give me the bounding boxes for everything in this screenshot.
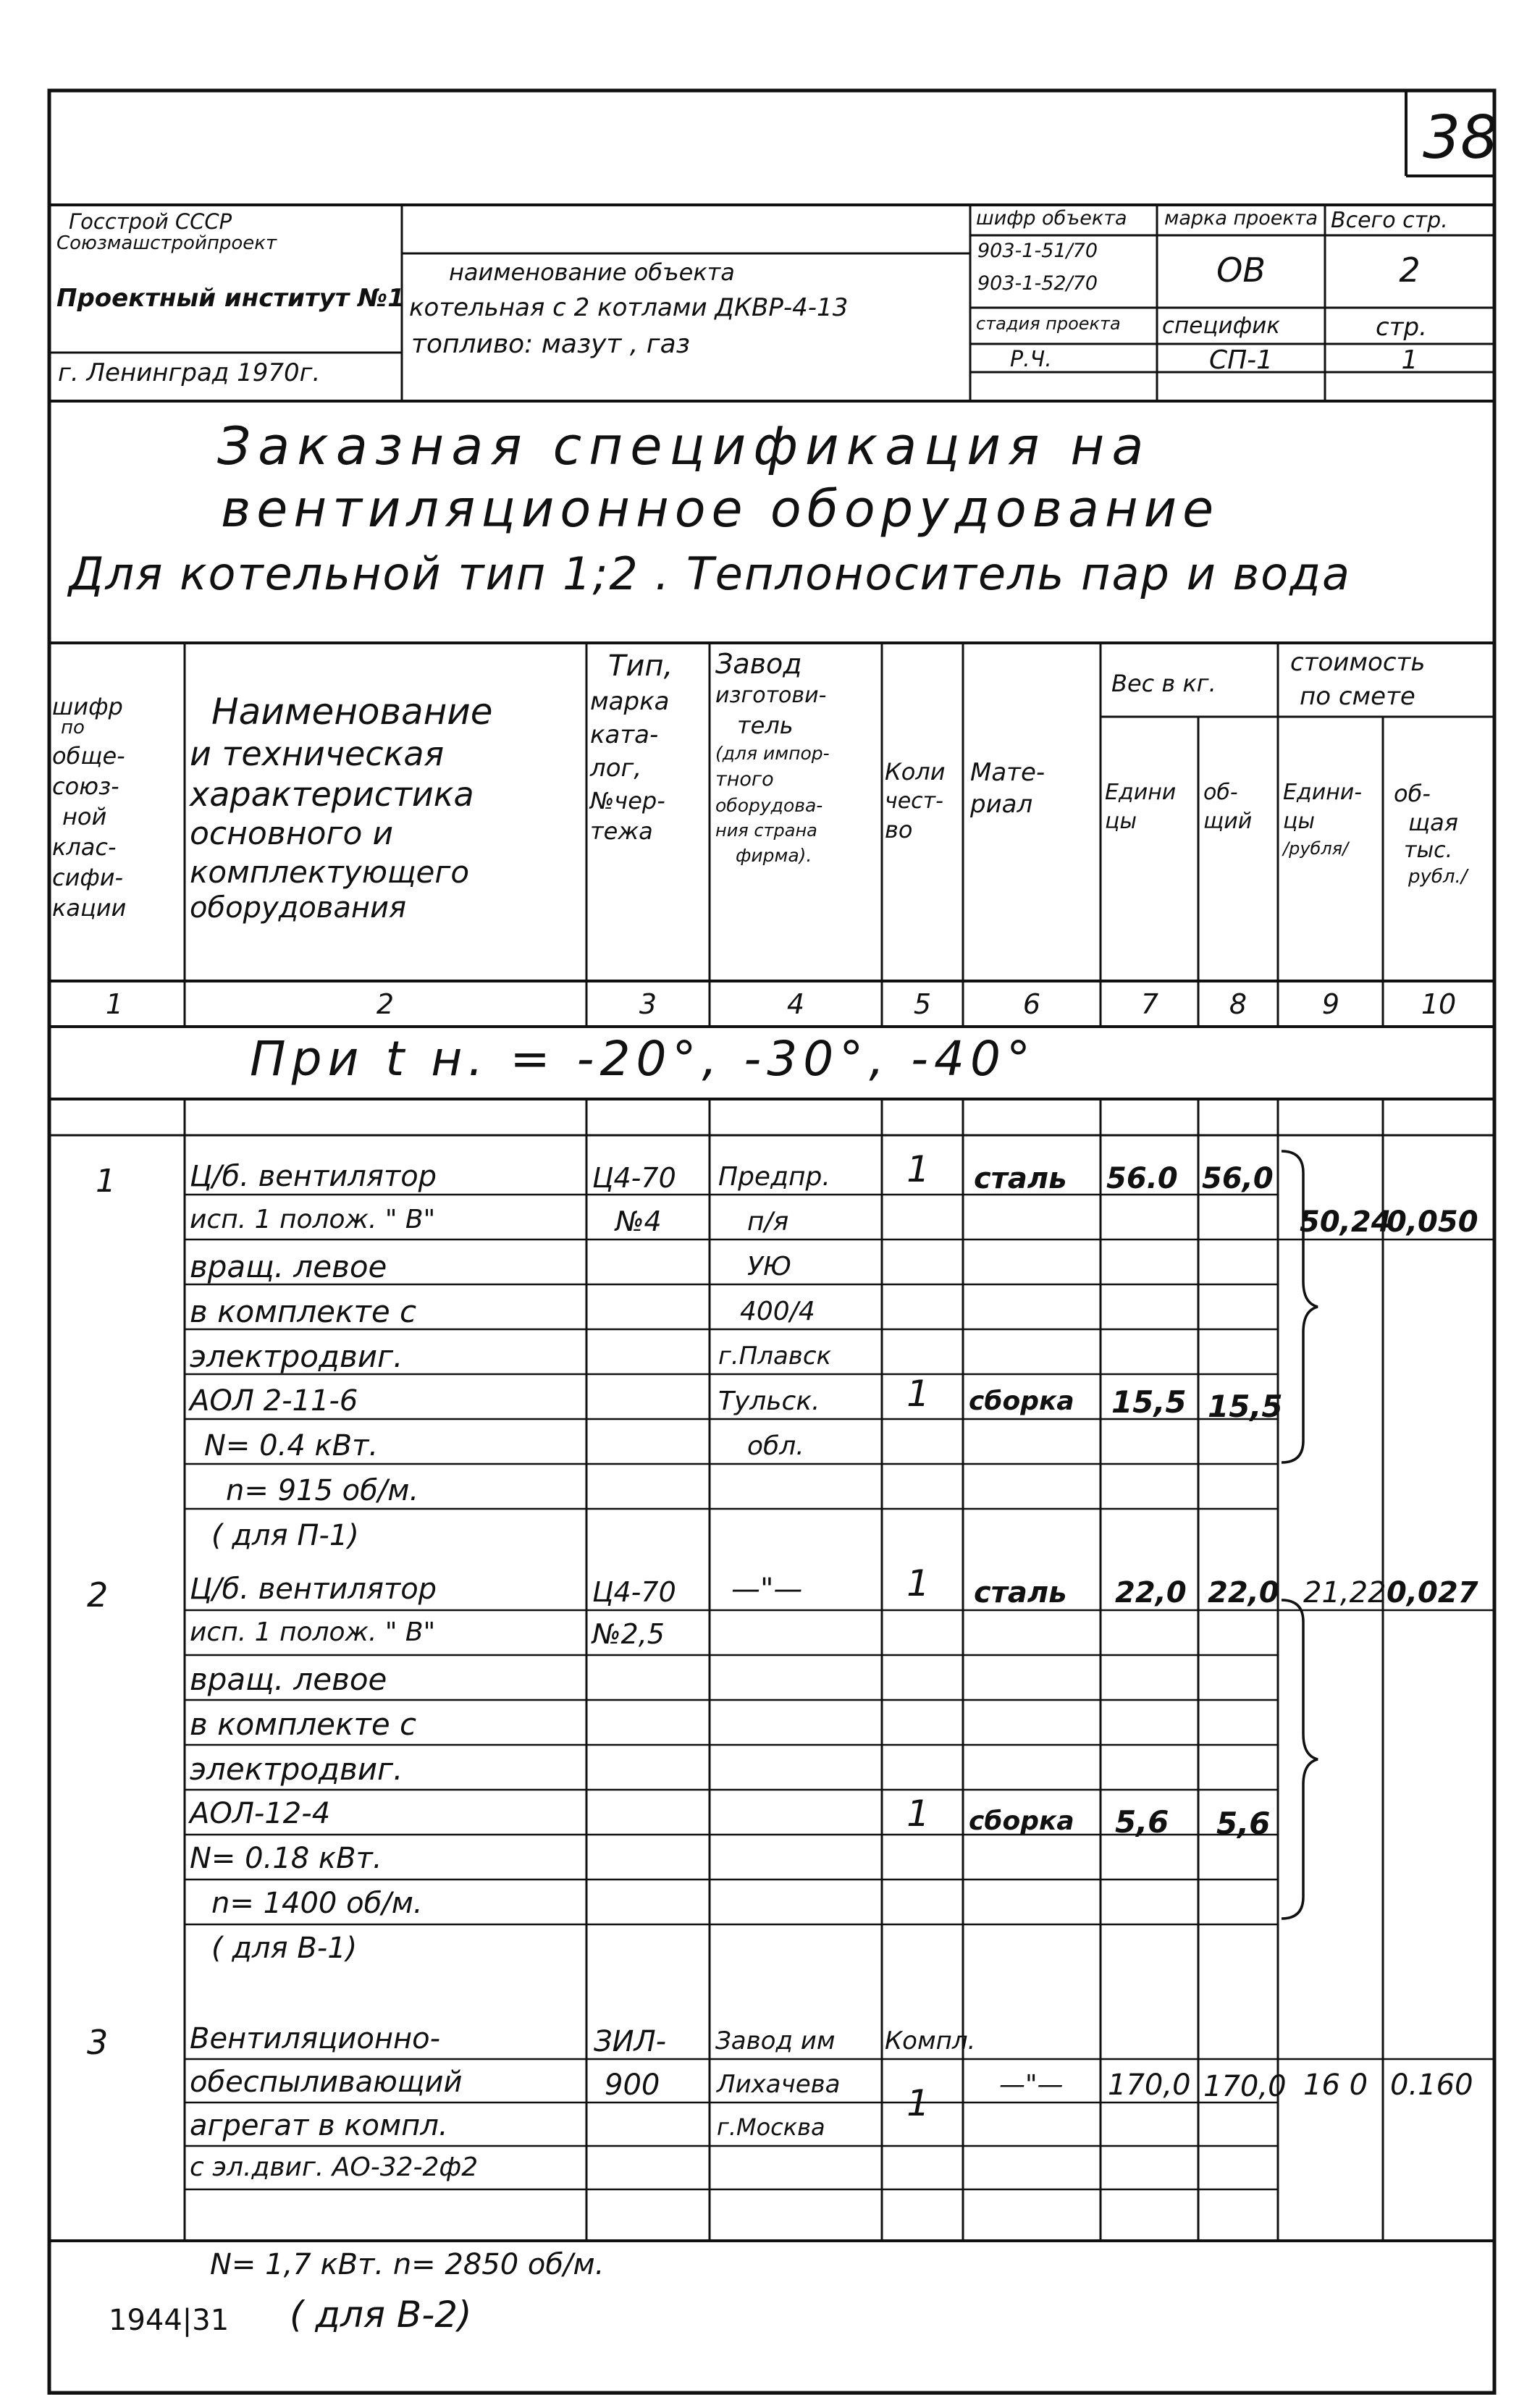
stamp-city-year: г. Ленинград 1970г. <box>58 358 321 387</box>
colnum-2: 2 <box>376 988 395 1020</box>
item1-desc-l1: Ц/б. вентилятор <box>190 1160 437 1193</box>
item2-type-l2: №2,5 <box>592 1618 665 1650</box>
header-col10-l4: рубл./ <box>1408 866 1468 888</box>
stamp-total-pages-value: 2 <box>1399 251 1421 290</box>
header-col6-l1: Мате- <box>970 758 1045 787</box>
colnum-3: 3 <box>639 988 657 1020</box>
header-col2-l6: оборудования <box>190 891 407 925</box>
header-col7 <box>1105 782 1198 833</box>
header-col3-l4: лог, <box>590 754 642 783</box>
item3-desc-l3: агрегат в компл. <box>190 2109 448 2142</box>
header-col2-l2: и техническая <box>190 734 445 773</box>
item1-maker-l7: обл. <box>747 1431 804 1461</box>
header-col1-l2: по <box>61 717 85 738</box>
item1-qty-motor: 1 <box>906 1373 930 1415</box>
page-number: 38 <box>1423 104 1499 172</box>
header-col9-l2: цы <box>1283 809 1316 834</box>
item1-desc-l9: ( для П-1) <box>211 1519 359 1552</box>
item1-material-fan: сталь <box>974 1162 1067 1195</box>
item1-maker-l4: 400/4 <box>740 1297 815 1326</box>
item3-desc-l2: обеспыливающий <box>190 2066 463 2099</box>
item3-maker-l3: г.Москва <box>717 2113 825 2141</box>
header-col9-l1: Едини- <box>1283 780 1363 805</box>
footer-code: 1944|31 <box>109 2304 230 2337</box>
item3-cost-unit: 16 0 <box>1303 2068 1368 2102</box>
item1-maker-l6: Тульск. <box>718 1386 820 1416</box>
header-col10-l1: об- <box>1394 780 1431 807</box>
header-col3-l1: Тип, <box>608 649 673 683</box>
item1-maker-l5: г.Плавск <box>718 1342 832 1371</box>
item1-desc-l5: электродвиг. <box>190 1339 403 1374</box>
item2-weight-unit-motor: 5,6 <box>1115 1804 1169 1840</box>
header-col7-l1: Едини <box>1105 780 1177 805</box>
item3-weight-total: 170,0 <box>1203 2070 1287 2103</box>
header-col1-l5: ной <box>62 803 107 830</box>
stamp-cipher-label: шифр объекта <box>976 207 1127 230</box>
header-col4-l8: фирма). <box>736 845 812 866</box>
header-col10-l2: щая <box>1408 809 1458 836</box>
header-col3-l5: №чер- <box>590 787 665 815</box>
header-col1-l1: шифр <box>52 693 123 720</box>
header-col4-l7: ния страна <box>715 820 817 841</box>
item3-desc-l1: Вентиляционно- <box>190 2022 441 2055</box>
item1-weight-total-motor: 15,5 <box>1208 1389 1283 1424</box>
header-col2-l3: характеристика <box>190 775 474 814</box>
stamp-page-value: 1 <box>1401 345 1418 375</box>
item1-type-l2: №4 <box>615 1205 662 1237</box>
item1-desc-l4: в комплекте с <box>190 1294 417 1329</box>
header-col2-l1: Наименование <box>211 691 493 733</box>
item1-maker <box>718 1164 881 1478</box>
stamp-stage-value: Р.Ч. <box>1010 347 1052 372</box>
item2-cost-total: 0,027 <box>1387 1576 1478 1609</box>
header-col7-l2: цы <box>1105 809 1137 834</box>
item1-desc-l3: вращ. левое <box>190 1249 387 1284</box>
item3-cost-total: 0.160 <box>1390 2068 1473 2102</box>
header-col4-l4: (для импор- <box>715 743 830 764</box>
item3-extra: N= 1,7 кВт. n= 2850 об/м. <box>210 2248 605 2281</box>
item1-weight-unit-fan: 56.0 <box>1106 1162 1178 1195</box>
item2-qty-motor: 1 <box>906 1793 930 1835</box>
item1-maker-l2: п/я <box>747 1207 789 1237</box>
grouping-braces <box>1282 1151 1318 1919</box>
item2-material-motor: сборка <box>969 1806 1074 1836</box>
item3-type-l1: ЗИЛ- <box>594 2025 667 2058</box>
item2-desc-l6: АОЛ-12-4 <box>190 1797 331 1830</box>
stamp-object-line2: топливо: мазут , газ <box>411 329 690 359</box>
item2-desc-l1: Ц/б. вентилятор <box>190 1573 437 1606</box>
item3-qty: 1 <box>906 2082 930 2124</box>
item3-extra2: ( для В-2) <box>290 2294 472 2336</box>
item2-weight-unit-fan: 22,0 <box>1115 1576 1187 1609</box>
item1-desc-l8: n= 915 об/м. <box>226 1474 419 1507</box>
item1-description <box>190 1162 584 1566</box>
header-cost-group-l1: стоимость <box>1290 648 1426 677</box>
item3-maker-l1: Завод им <box>715 2026 836 2055</box>
item2-desc-l2: исп. 1 полож. " В" <box>190 1617 436 1647</box>
item2-desc-l8: n= 1400 об/м. <box>211 1887 423 1920</box>
item2-desc-l9: ( для В-1) <box>211 1932 358 1965</box>
item1-num: 1 <box>96 1163 116 1200</box>
item3-desc-l4: с эл.двиг. АО-32-2ф2 <box>190 2152 479 2182</box>
header-col4 <box>715 650 882 864</box>
header-col1-l4: союз- <box>52 773 119 800</box>
item3-type-l2: 900 <box>605 2068 660 2102</box>
header-col3-l6: тежа <box>590 817 653 845</box>
item1-cost-unit: 50,24 <box>1300 1205 1392 1239</box>
colnum-6: 6 <box>1022 988 1041 1020</box>
item2-qty-fan: 1 <box>906 1562 930 1604</box>
colnum-1: 1 <box>105 988 124 1020</box>
header-col1 <box>52 693 182 922</box>
header-col1-l8: кации <box>52 894 127 922</box>
item2-type-l1: Ц4-70 <box>592 1576 676 1608</box>
item1-type-l1: Ц4-70 <box>592 1162 676 1194</box>
colnum-5: 5 <box>913 988 932 1020</box>
colnum-7: 7 <box>1140 988 1159 1020</box>
header-cost-group-l2: по смете <box>1300 682 1415 711</box>
item1-cost-total: 0,050 <box>1387 1205 1478 1239</box>
header-col4-l1: Завод <box>715 648 802 680</box>
colnum-4: 4 <box>786 988 805 1020</box>
item1-weight-unit-motor: 15,5 <box>1111 1384 1187 1420</box>
stamp-cipher-2: 903-1-52/70 <box>977 272 1098 295</box>
header-col3 <box>590 649 710 845</box>
item1-material-motor: сборка <box>969 1386 1074 1416</box>
item2-desc-l3: вращ. левое <box>190 1662 387 1697</box>
header-col8-l1: об- <box>1203 780 1238 805</box>
item2-num: 2 <box>87 1575 109 1615</box>
header-col1-l3: обще- <box>52 742 125 770</box>
stamp-org-line1: Госстрой СССР <box>69 209 232 234</box>
item2-material-fan: сталь <box>974 1576 1067 1609</box>
title-line2: вентиляционное оборудование <box>221 479 1220 539</box>
item1-weight-total-fan: 56,0 <box>1202 1162 1274 1195</box>
stamp-institute: Проектный институт №1 <box>56 284 405 313</box>
title-line1: Заказная спецификация на <box>217 416 1151 476</box>
header-col2-l4: основного и <box>190 815 394 852</box>
item1-maker-l3: УЮ <box>747 1252 791 1281</box>
header-col3-l2: марка <box>590 687 670 716</box>
header-col10-l3: тыс. <box>1404 838 1453 863</box>
stamp-spec-value: СП-1 <box>1208 345 1274 375</box>
header-col9-l3: /рубля/ <box>1283 838 1349 859</box>
item2-desc-l4: в комплекте с <box>190 1706 417 1742</box>
header-col4-l2: изготови- <box>715 683 827 708</box>
item1-desc-l6: АОЛ 2-11-6 <box>190 1384 358 1418</box>
colnum-10: 10 <box>1421 988 1457 1020</box>
stamp-stage-label: стадия проекта <box>976 313 1121 334</box>
stamp-total-pages-label: Всего стр. <box>1331 208 1448 233</box>
stamp-object-label: наименование объекта <box>449 258 735 286</box>
item1-maker-l1: Предпр. <box>718 1162 830 1192</box>
header-col8 <box>1203 782 1276 833</box>
header-col6-l2: риал <box>970 790 1033 819</box>
colnum-9: 9 <box>1321 988 1340 1020</box>
item1-desc-l7: N= 0.4 кВт. <box>204 1429 379 1462</box>
item3-num: 3 <box>87 2023 109 2062</box>
item1-desc-l2: исп. 1 полож. " В" <box>190 1205 436 1234</box>
item2-weight-total-fan: 22,0 <box>1208 1576 1279 1609</box>
stamp-mark-value: ОВ <box>1216 251 1266 290</box>
condition-row: При t н. = -20°, -30°, -40° <box>250 1031 1036 1087</box>
header-col10 <box>1394 782 1491 886</box>
header-col5-l3: во <box>885 816 913 843</box>
item2-weight-total-motor: 5,6 <box>1216 1806 1271 1841</box>
header-col5 <box>885 760 963 841</box>
header-col8-l2: щий <box>1203 809 1253 834</box>
header-col6 <box>970 760 1101 817</box>
header-col5-l1: Коли <box>885 758 946 786</box>
header-col1-l6: клас- <box>52 833 117 861</box>
item2-desc-l5: электродвиг. <box>190 1751 403 1787</box>
header-col4-l5: тного <box>715 768 774 791</box>
item2-maker: —"— <box>731 1573 803 1606</box>
colnum-8: 8 <box>1229 988 1247 1020</box>
item3-qty-note: Компл. <box>885 2026 976 2055</box>
header-col4-l3: тель <box>737 712 794 739</box>
item2-description <box>190 1575 584 1979</box>
item2-cost-unit: 21,22 <box>1303 1576 1387 1609</box>
header-col9 <box>1283 782 1383 857</box>
header-col1-l7: сифи- <box>52 864 124 891</box>
stamp-mark-label: марка проекта <box>1164 207 1318 230</box>
header-weight-group: Вес в кг. <box>1111 670 1216 697</box>
item3-description <box>190 2024 584 2198</box>
item2-desc-l7: N= 0.18 кВт. <box>190 1842 382 1875</box>
header-col4-l6: оборудова- <box>715 795 823 816</box>
stamp-spec-label: специфик <box>1162 313 1281 339</box>
header-col2 <box>190 691 584 925</box>
stamp-object-line1: котельная с 2 котлами ДКВР-4-13 <box>409 293 849 322</box>
stamp-cipher-1: 903-1-51/70 <box>977 240 1098 262</box>
title-line3: Для котельной тип 1;2 . Теплоноситель пар и вода <box>69 547 1351 600</box>
item1-qty-fan: 1 <box>906 1148 930 1190</box>
header-col3-l3: ката- <box>590 720 659 749</box>
item3-maker-l2: Лихачева <box>717 2070 841 2099</box>
item3-material: —"— <box>999 2070 1064 2100</box>
header-col2-l5: комплектующего <box>190 854 470 890</box>
item3-weight-unit: 170,0 <box>1108 2068 1191 2102</box>
stamp-page-label: стр. <box>1376 313 1427 342</box>
header-col5-l2: чест- <box>885 788 943 814</box>
stamp-org-line2: Союзмашстройпроект <box>56 232 277 254</box>
